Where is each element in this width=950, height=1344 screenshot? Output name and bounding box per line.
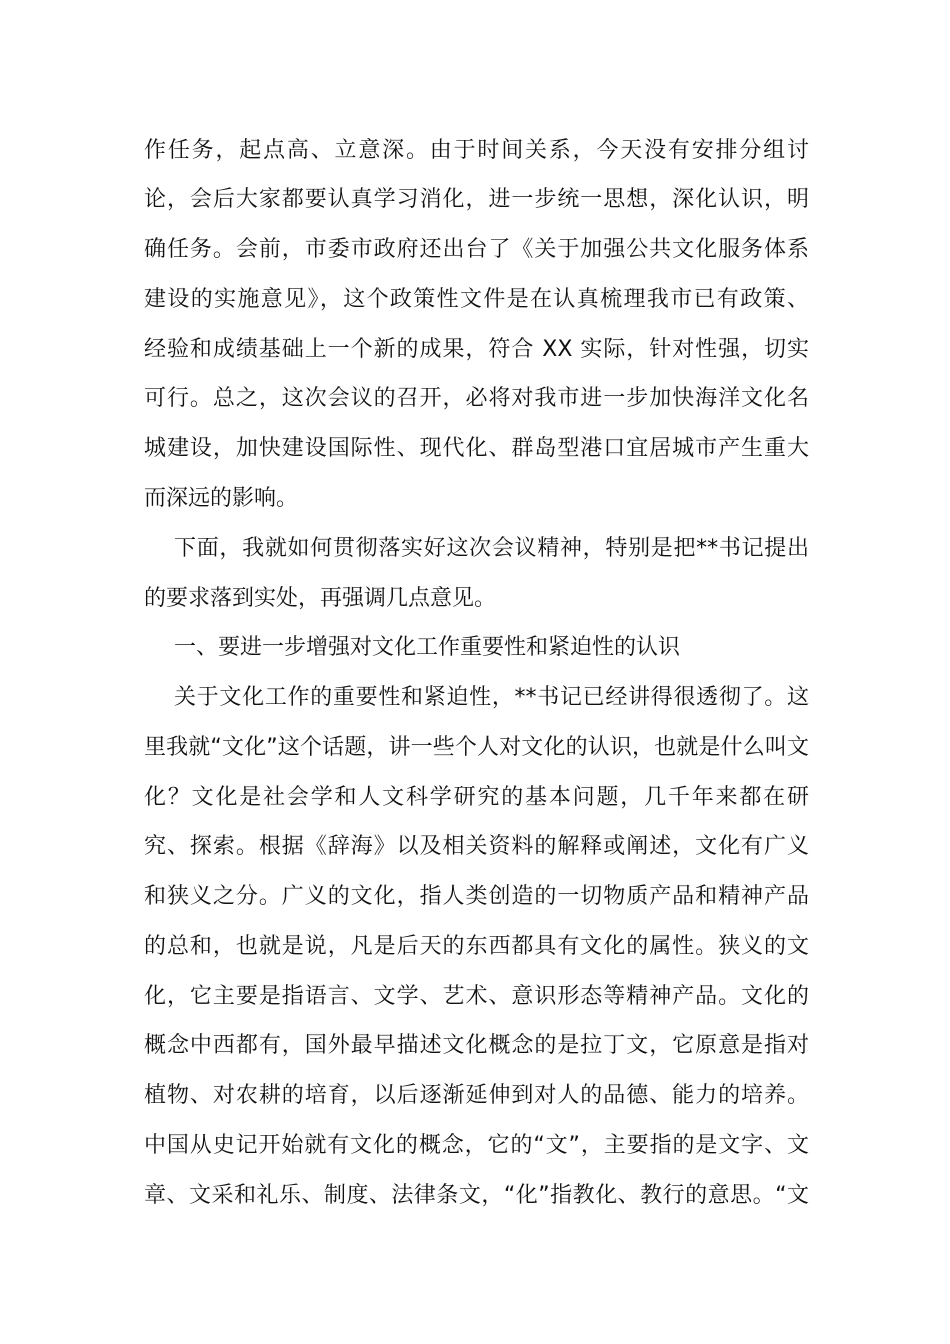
text-line-14: 化？文化是社会学和人文科学研究的基本问题，几千年来都在研 (144, 785, 809, 810)
text-line-17: 的总和，也就是说，凡是后天的东西都具有文化的属性。狭义的文 (144, 934, 809, 959)
text-line-12: 关于文化工作的重要性和紧迫性，**书记已经讲得很透彻了。这 (174, 685, 809, 710)
text-line-4: 建设的实施意见》，这个政策性文件是在认真梳理我市已有政策、 (144, 287, 809, 312)
section-heading: 一、要进一步增强对文化工作重要性和紧迫性的认识 (174, 635, 681, 660)
text-line-18: 化，它主要是指语言、文学、艺术、意识形态等精神产品。文化的 (144, 984, 809, 1009)
text-line-3: 确任务。会前，市委市政府还出台了《关于加强公共文化服务体系 (144, 237, 809, 262)
text-line-1: 作任务，起点高、立意深。由于时间关系，今天没有安排分组讨 (144, 138, 809, 163)
text-line-19: 概念中西都有，国外最早描述文化概念的是拉丁文，它原意是指对 (144, 1033, 809, 1058)
text-line-20: 植物、对农耕的培育，以后逐渐延伸到对人的品德、能力的培养。 (144, 1083, 809, 1108)
text-line-6: 可行。总之，这次会议的召开，必将对我市进一步加快海洋文化名 (144, 386, 809, 411)
text-line-13: 里我就“文化”这个话题，讲一些个人对文化的认识，也就是什么叫文 (144, 735, 809, 760)
text-line-9: 下面，我就如何贯彻落实好这次会议精神，特别是把**书记提出 (174, 536, 809, 561)
text-line-5: 经验和成绩基础上一个新的成果，符合 XX 实际，针对性强，切实 (144, 337, 809, 362)
text-line-22: 章、文采和礼乐、制度、法律条文，“化”指教化、教行的意思。“文 (144, 1183, 809, 1208)
text-line-8: 而深远的影响。 (144, 486, 299, 511)
text-line-15: 究、探索。根据《辞海》以及相关资料的解释或阐述，文化有广义 (144, 834, 809, 859)
text-line-21: 中国从史记开始就有文化的概念，它的“文”，主要指的是文字、文 (144, 1133, 809, 1158)
text-line-16: 和狭义之分。广义的文化，指人类创造的一切物质产品和精神产品 (144, 884, 809, 909)
text-line-7: 城建设，加快建设国际性、现代化、群岛型港口宜居城市产生重大 (144, 436, 809, 461)
text-line-10: 的要求落到实处，再强调几点意见。 (144, 586, 497, 611)
text-line-2: 论，会后大家都要认真学习消化，进一步统一思想，深化认识，明 (144, 187, 809, 212)
